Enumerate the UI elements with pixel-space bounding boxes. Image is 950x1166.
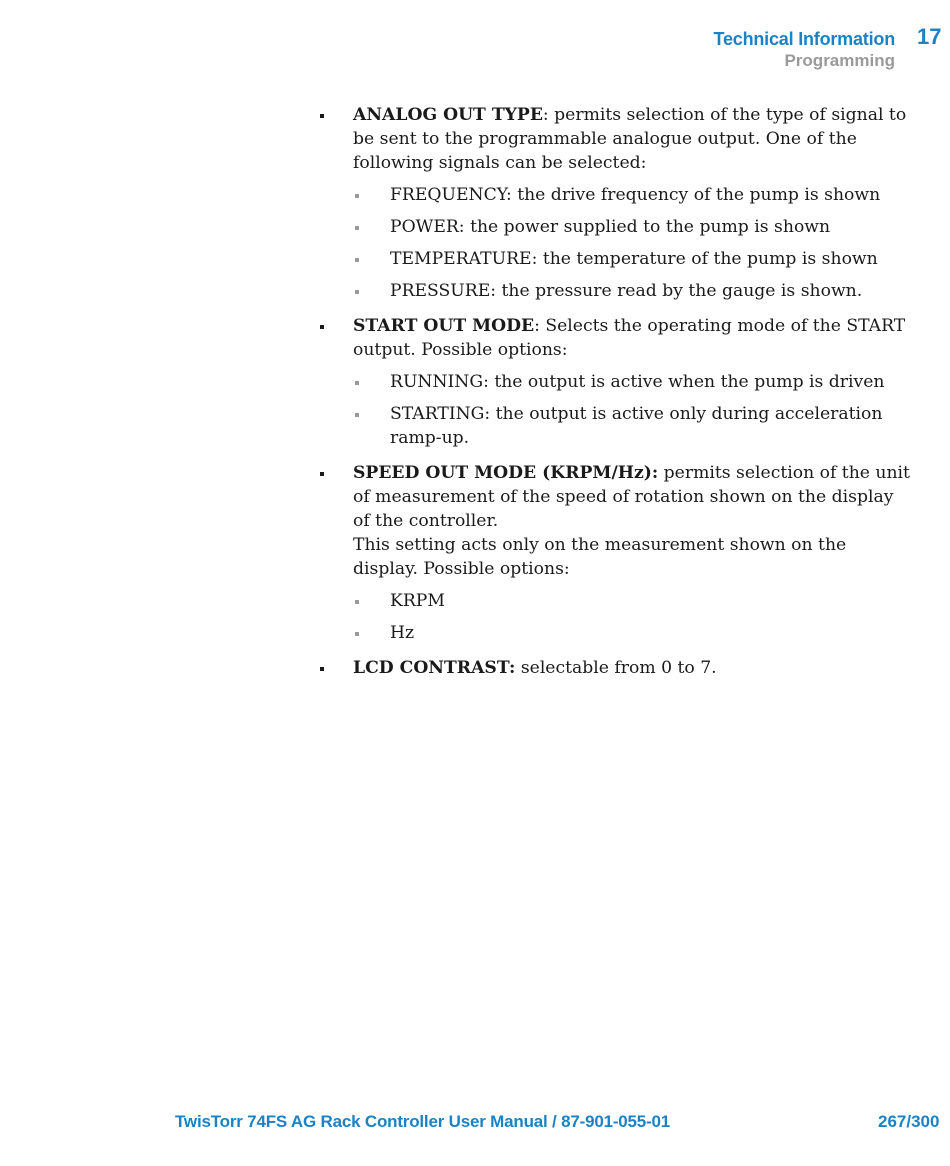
bullet-icon [320,667,324,671]
sub-bullet-icon [355,600,359,604]
sub-bullet-icon [355,413,359,417]
sub-item-text: STARTING: the output is active only during acceleration ramp-up. [390,404,883,448]
item-text: : permits selection of the type of signal to be sent to the programmable analogue output. One of the following signals can be selected: [353,105,907,173]
footer-page-number: 267/300 [878,1112,940,1131]
sub-item [353,183,915,207]
sub-bullet-icon [355,632,359,636]
sub-item-text: RUNNING: the output is active when the pump is driven [390,372,885,392]
sub-item [353,621,915,645]
sub-item [353,279,915,303]
list-item-start-out-mode [315,314,915,450]
sub-item [353,589,915,613]
bullet-icon [320,114,324,118]
sub-bullet-icon [355,194,359,198]
sub-item [353,247,915,271]
sub-item-text: KRPM [390,591,445,611]
item-text: : Selects the operating mode of the START output. Possible options: [353,316,906,360]
item-term: ANALOG OUT TYPE [353,105,543,125]
sub-item [353,370,915,394]
sub-item-text: Hz [390,623,415,643]
bullet-icon [320,472,324,476]
sub-item [353,402,915,450]
settings-list [315,103,915,691]
sub-bullet-icon [355,226,359,230]
running-header [714,28,896,72]
subsection-title: Programming [784,51,895,70]
item-text-continued: This setting acts only on the measurement shown on the display. Possible options: [353,535,847,579]
sub-bullet-icon [355,381,359,385]
sub-item [353,215,915,239]
sub-item-text: POWER: the power supplied to the pump is shown [390,217,831,237]
sub-list [353,589,915,645]
sub-list [353,183,915,303]
chapter-number: 17 [917,24,942,49]
sub-list [353,370,915,450]
bullet-icon [320,325,324,329]
sub-bullet-icon [355,258,359,262]
section-title: Technical Information [713,29,895,49]
sub-bullet-icon [355,290,359,294]
item-text: permits selection of the unit of measurement of the speed of rotation shown on the display of the controller. [353,463,910,531]
sub-item-text: TEMPERATURE: the temperature of the pump is shown [390,249,878,269]
list-item-analog-out-type [315,103,915,303]
item-term: SPEED OUT MODE (KRPM/Hz): [353,463,659,483]
list-item-speed-out-mode [315,461,915,645]
item-term: LCD CONTRAST: [353,658,516,678]
list-item-lcd-contrast [315,656,915,680]
sub-item-text: PRESSURE: the pressure read by the gauge is shown. [390,281,863,301]
footer-manual-title: TwisTorr 74FS AG Rack Controller User Manual / 87-901-055-01 [175,1112,671,1131]
sub-item-text: FREQUENCY: the drive frequency of the pump is shown [390,185,881,205]
item-text: selectable from 0 to 7. [515,658,717,678]
item-term: START OUT MODE [353,316,535,336]
